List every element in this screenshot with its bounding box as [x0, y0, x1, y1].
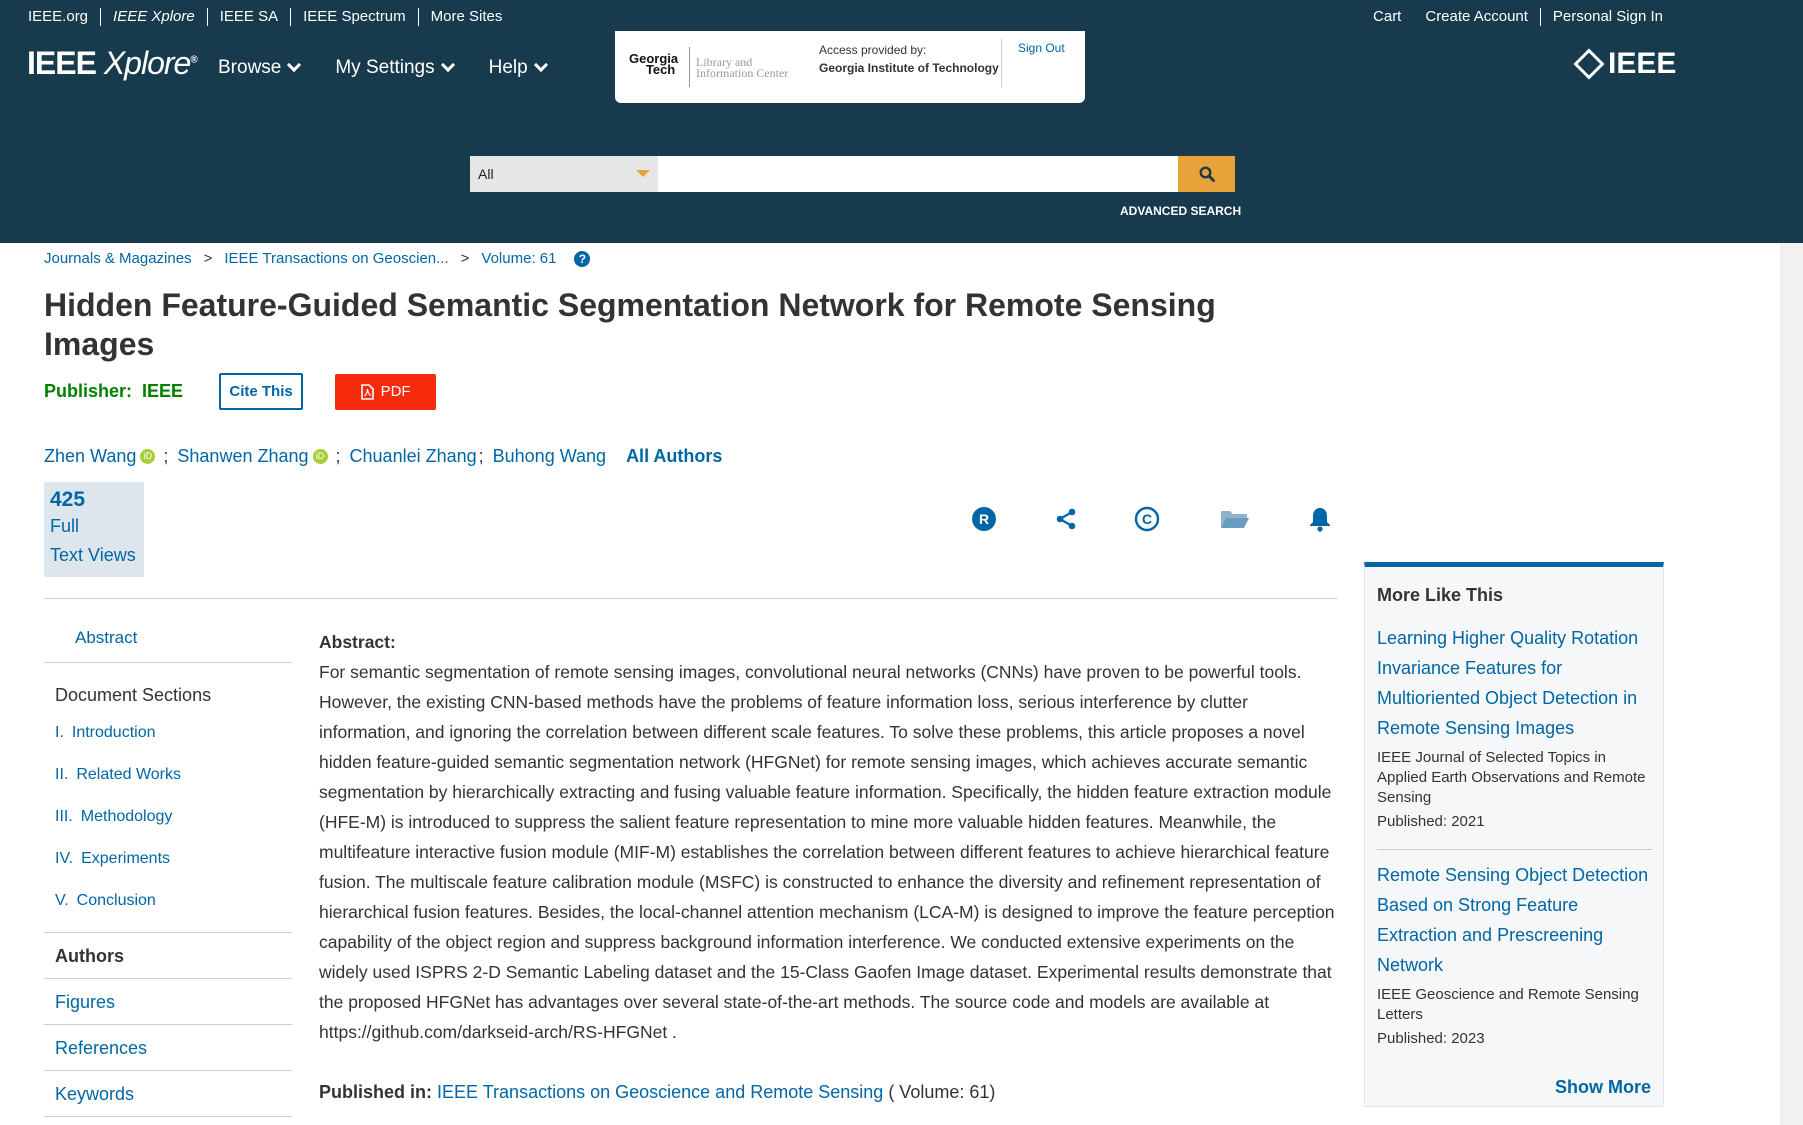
site-header [0, 33, 1803, 243]
section-label: Conclusion [76, 892, 156, 909]
sidenav-section-introduction[interactable] [44, 714, 292, 756]
breadcrumb-separator: > [203, 250, 213, 267]
search-button[interactable] [1178, 156, 1235, 192]
sidenav-keywords[interactable]: Keywords [44, 1071, 292, 1117]
search-scope-select[interactable] [470, 156, 658, 192]
personal-sign-in-link[interactable]: Personal Sign In [1552, 7, 1663, 25]
ieee-spectrum-link[interactable]: IEEE Spectrum [291, 8, 419, 26]
show-more-link[interactable]: Show More [1554, 1077, 1651, 1097]
section-number: V. [55, 892, 69, 909]
logo-bold-text: IEEE [27, 45, 96, 81]
page-scrollbar-track[interactable] [1780, 243, 1803, 1125]
ieee-org-link[interactable]: IEEE.org [16, 8, 101, 26]
related-article-title[interactable]: Learning Higher Quality Rotation Invariance Features for Multioriented Object Detection in Remote Sensing Images [1377, 628, 1639, 738]
institution-name: Georgia Institute of Technology [819, 61, 999, 75]
section-number: II. [55, 766, 69, 783]
publisher-label [44, 381, 183, 402]
nav-my-settings[interactable] [335, 57, 452, 79]
pdf-button-label: PDF [380, 383, 411, 400]
related-article-date: Published: 2023 [1377, 1030, 1485, 1047]
section-label: Experiments [81, 850, 171, 867]
create-account-link[interactable]: Create Account [1413, 8, 1541, 26]
published-in-journal-link[interactable]: IEEE Transactions on Geoscience and Remote Sensing [437, 1082, 884, 1102]
related-article-journal: IEEE Journal of Selected Topics in Applied Earth Observations and Remote Sensing [1377, 749, 1646, 806]
ieee-xplore-logo[interactable]: IEEE Xplore® [27, 45, 197, 81]
ieee-diamond-icon [1573, 48, 1604, 79]
publisher-label-text: Publisher: [44, 381, 133, 401]
sidenav-section-methodology[interactable] [44, 798, 292, 840]
abstract-text: For semantic segmentation of remote sensing images, convolutional neural networks (CNNs) have proven to be powerful tools. However, the existing CNN-based methods have the problems of feature information loss, serious interference by clutter information, and ignoring the correlation between different scale features. To solve these problems, this article proposes a novel hidden feature-guided semantic segmentation network (HFGNet) for remote sensing images, which achieves accurate semantic segmentation by hierarchically extracting and fusing valuable feature information. Specifically, the hidden feature extraction module (HFE-M) is introduced to suppress the salient feature representation to mine more valuable hidden features. Meanwhile, the multifeature interactive fusion module (MIF-M) establishes the correlation between different features to achieve hierarchical feature fusion. The multiscale feature calibration module (MSFC) is constructed to enhance the diversity and refinement representation of hierarchical fusion features. Besides, the local-channel attention mechanism (LCA-M) is designed to improve the feature perception capability of the object region and suppress background information interference. We conducted extensive experiments on the widely used ISPRS 2-D Semantic Labeling dataset and the 15-Class Gaofen Image dataset. Experimental results demonstrate that the proposed HFGNet has advantages over several state-of-the-art methods. The source code and models are available at https://github.com/darkseid-arch/RS-HFGNet . [319, 662, 1335, 1042]
advanced-search-link[interactable]: ADVANCED SEARCH [1120, 204, 1242, 218]
author-link[interactable]: Chuanlei Zhang [349, 446, 477, 466]
nav-browse[interactable] [218, 57, 299, 79]
all-authors-link[interactable]: All Authors [626, 446, 723, 466]
utility-bar [0, 0, 1803, 33]
published-in-volume: ( Volume: 61) [888, 1082, 996, 1102]
related-article-title[interactable]: Remote Sensing Object Detection Based on Strong Feature Extraction and Prescreening Network [1377, 865, 1649, 975]
nav-help-label: Help [488, 57, 528, 78]
nav-my-settings-label: My Settings [335, 57, 435, 78]
related-article [1377, 623, 1653, 830]
related-article-journal: IEEE Geoscience and Remote Sensing Letters [1377, 986, 1639, 1023]
page-title: Hidden Feature-Guided Semantic Segmentation Network for Remote Sensing Images [44, 287, 1216, 362]
section-label: Introduction [71, 724, 156, 741]
search-bar [470, 156, 1235, 192]
published-in-label: Published in: [319, 1082, 433, 1102]
sidenav-document-sections: Document Sections [55, 685, 212, 705]
more-sites-link[interactable]: More Sites [430, 7, 503, 25]
sidenav-section-conclusion[interactable] [44, 882, 292, 933]
main-nav [218, 57, 582, 79]
cite-this-button[interactable]: Cite This [219, 373, 303, 410]
breadcrumb-volume[interactable]: Volume: 61 [481, 250, 557, 267]
author-separator: ; [335, 446, 341, 466]
logo-italic-text: Xplore [103, 45, 191, 81]
chevron-down-icon [287, 58, 301, 72]
help-icon[interactable]: ? [574, 251, 590, 267]
sidenav-section-related-works[interactable] [44, 756, 292, 798]
rights-letter: R [978, 511, 990, 527]
breadcrumb-journals[interactable]: Journals & Magazines [44, 250, 192, 267]
sidenav-references[interactable]: References [44, 1025, 292, 1071]
gt-line-1: Georgia [629, 51, 679, 66]
folder-icon[interactable] [1220, 506, 1250, 532]
access-divider [1001, 39, 1002, 87]
breadcrumb [44, 250, 590, 267]
published-in [319, 1082, 995, 1103]
sign-out-link[interactable]: Sign Out [1018, 41, 1065, 55]
ieee-brand-logo[interactable] [1578, 47, 1676, 81]
rights-icon[interactable] [971, 506, 997, 532]
nav-help[interactable] [489, 57, 546, 79]
institution-access-box [615, 31, 1085, 103]
search-icon [1199, 166, 1215, 182]
utility-links-right [1361, 0, 1675, 33]
chevron-down-icon [441, 58, 455, 72]
orcid-icon[interactable]: iD [140, 449, 155, 464]
dropdown-arrow-icon [636, 170, 650, 177]
breadcrumb-separator: > [460, 250, 470, 267]
copyright-letter: C [1141, 511, 1153, 527]
author-link[interactable]: Buhong Wang [492, 446, 607, 466]
orcid-icon[interactable]: iD [313, 449, 328, 464]
section-label: Related Works [76, 766, 181, 783]
ieee-sa-link[interactable]: IEEE SA [208, 8, 291, 26]
author-link[interactable]: Zhen Wang [44, 446, 137, 466]
chevron-down-icon [534, 58, 548, 72]
share-icon[interactable] [1053, 506, 1079, 532]
author-list [44, 446, 722, 467]
copyright-icon[interactable] [1134, 506, 1160, 532]
breadcrumb-publication[interactable]: IEEE Transactions on Geoscien... [224, 250, 449, 267]
author-separator: ; [163, 446, 169, 466]
views-label-line-1: Full [50, 516, 80, 536]
search-input[interactable] [658, 156, 1178, 192]
document-sidenav [44, 612, 292, 1117]
sidenav-abstract[interactable]: Abstract [44, 612, 292, 663]
related-divider [1377, 849, 1653, 850]
georgia-tech-logo [629, 53, 678, 75]
section-number: III. [55, 808, 73, 825]
pdf-button[interactable] [335, 374, 436, 410]
more-like-this-panel [1364, 562, 1664, 1107]
sidenav-authors[interactable]: Authors [44, 933, 292, 979]
related-article-date: Published: 2021 [1377, 813, 1485, 830]
views-label-line-2: Text Views [50, 545, 136, 565]
sidenav-figures[interactable]: Figures [44, 979, 292, 1025]
library-line-1: Library and [696, 55, 753, 69]
library-logo [689, 47, 809, 87]
author-separator: ; [478, 446, 484, 466]
pdf-file-icon [361, 384, 374, 400]
full-text-views-metric[interactable] [44, 482, 144, 577]
publisher-name: IEEE [142, 381, 184, 401]
utility-links-left [16, 0, 514, 33]
author-link[interactable]: Shanwen Zhang [177, 446, 309, 466]
library-line-2: Information Center [696, 66, 789, 80]
publisher-row [44, 373, 436, 410]
abstract-heading: Abstract: [319, 632, 396, 652]
section-number: I. [55, 724, 64, 741]
nav-browse-label: Browse [218, 57, 282, 78]
section-number: IV. [55, 850, 74, 867]
ieee-brand-text: IEEE [1608, 47, 1677, 80]
cart-link[interactable]: Cart [1373, 7, 1402, 25]
views-count: 425 [50, 488, 86, 511]
gt-line-2: Tech [645, 62, 676, 77]
search-scope-value: All [478, 166, 494, 182]
more-like-this-heading: More Like This [1377, 585, 1504, 605]
sidenav-section-experiments[interactable] [44, 840, 292, 882]
section-label: Methodology [80, 808, 173, 825]
bell-icon[interactable] [1307, 506, 1333, 532]
abstract-section [319, 627, 1339, 1047]
access-provided-by: Access provided by: [819, 43, 927, 57]
ieee-xplore-link[interactable]: IEEE Xplore [101, 8, 208, 26]
related-article [1377, 860, 1653, 1047]
section-divider [44, 598, 1337, 599]
